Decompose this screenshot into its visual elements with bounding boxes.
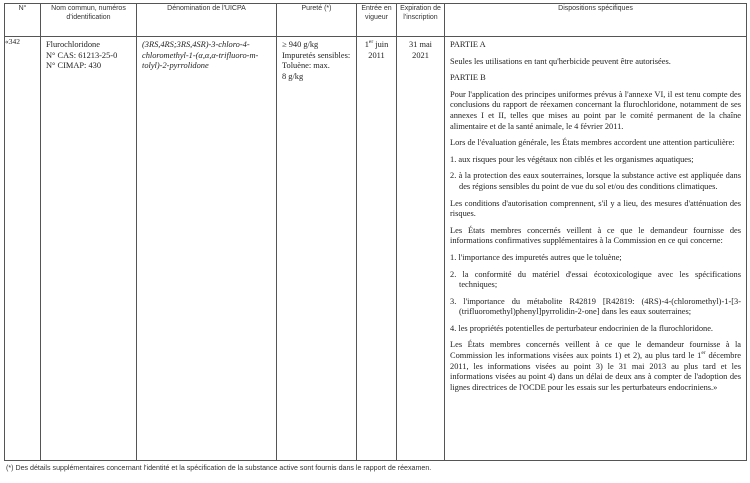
header-name: Nom commun, numéros d'identification: [41, 4, 137, 37]
entry-day: 1: [364, 40, 369, 49]
p5-part-b: décembre 2011, les informations visées au point 3) le 31 mai 2013 au plus tard et les informations visées au point 4) dans un délai de deux ans à compter de l'adoption des lignes directrices de l'OCDE pour les essais sur les perturbateurs endocriniens.»: [450, 351, 741, 392]
header-entry: Entrée en vigueur: [357, 4, 397, 37]
header-purity: Pureté (*): [277, 4, 357, 37]
list2-item: 2. la conformité du matériel d'essai écotoxicologique avec les spécifications techniques;: [450, 269, 741, 290]
entry-number: «342: [5, 37, 20, 46]
footnote: (*) Des détails supplémentaires concernant l'identité et la spécification de la substance active sont fournis dans le rapport de réexamen.: [6, 464, 432, 472]
p5-sup: er: [701, 350, 706, 357]
purity-value: ≥ 940 g/kg: [282, 40, 319, 49]
p5-part-a: Les États membres concernés veillent à ce que le demandeur fournisse à la Commission les informations visées aux points 1) et 2), au plus tard le 1: [450, 340, 741, 361]
cell-name: [41, 37, 137, 461]
provision-paragraph-3: Les conditions d'autorisation comprennent, s'il y a lieu, des mesures d'atténuation des risques.: [450, 198, 741, 219]
cell-no: [5, 37, 41, 461]
cas-number: N° CAS: 61213-25-0: [46, 50, 118, 60]
substance-table: [4, 3, 747, 461]
common-name: Flurochloridone: [46, 40, 100, 49]
list2-item: 3. l'importance du métabolite R42819 [R42819: (4RS)-4-(chloromethyl)-1-[3-(trifluoromethyl)phenyl]pyrrolidin-2-one] dans les eaux souterraines;: [450, 296, 741, 317]
part-a-title: PARTIE A: [450, 40, 486, 49]
provision-paragraph-1: Pour l'application des principes uniformes prévus à l'annexe VI, il est tenu compte des conclusions du rapport de réexamen concernant la flurochloridone, notamment de ses annexes I et II, telles que mises au point par le comité permanent de la chaîne alimentaire et de la santé animale, le 4 février 2011.: [450, 89, 741, 131]
provision-paragraph-4: Les États membres concernés veillent à ce que le demandeur fournisse des informations confirmatives supplémentaires à la Commission en ce qui concerne:: [450, 225, 741, 246]
cell-iupac: [137, 37, 277, 461]
cell-expiry: [397, 37, 445, 461]
entry-sup: er: [368, 39, 374, 46]
entry-date: [357, 37, 396, 61]
list2-item: 1. l'importance des impuretés autres que le toluène;: [450, 252, 622, 262]
list2-item: 4. les propriétés potentielles de perturbateur endocrinien de la flurochloridone.: [450, 323, 714, 333]
toluene-label: Toluène: max.: [282, 61, 330, 71]
header-iupac: Dénomination de l'UICPA: [137, 4, 277, 37]
header-row: [5, 4, 747, 37]
provision-paragraph-2: Lors de l'évaluation générale, les États membres accordent une attention particulière:: [450, 138, 735, 148]
cell-entry: [357, 37, 397, 461]
provision-paragraph-5: [450, 340, 741, 393]
header-expiry: Expiration de l'inscription: [397, 4, 445, 37]
cell-purity: [277, 37, 357, 461]
substance-row: [5, 37, 747, 461]
toluene-value: 8 g/kg: [282, 71, 304, 81]
header-no: N°: [5, 4, 41, 37]
part-a-text: Seules les utilisations en tant qu'herbicide peuvent être autorisées.: [450, 56, 671, 66]
impurities-label: Impuretés sensibles:: [282, 50, 351, 60]
list1-item: 2. à la protection des eaux souterraines, lorsque la substance active est appliquée dans des régions sensibles du point de vue du sol et/ou des conditions climatiques.: [450, 171, 741, 191]
header-provisions: Dispositions spécifiques: [445, 4, 747, 37]
expiry-date: 31 mai 2021: [408, 40, 433, 60]
iupac-name: (3RS,4RS;3RS,4SR)-3-chloro-4-chloromethyl-1-(α,α,α-trifluoro-m-tolyl)-2-pyrrolidone: [142, 40, 259, 71]
cell-provisions: [445, 37, 747, 461]
part-b-title: PARTIE B: [450, 73, 486, 83]
cimap-number: N° CIMAP: 430: [46, 61, 102, 71]
list1-item: 1. aux risques pour les végétaux non ciblés et les organismes aquatiques;: [450, 154, 694, 164]
entry-rest: juin 2011: [368, 40, 389, 60]
